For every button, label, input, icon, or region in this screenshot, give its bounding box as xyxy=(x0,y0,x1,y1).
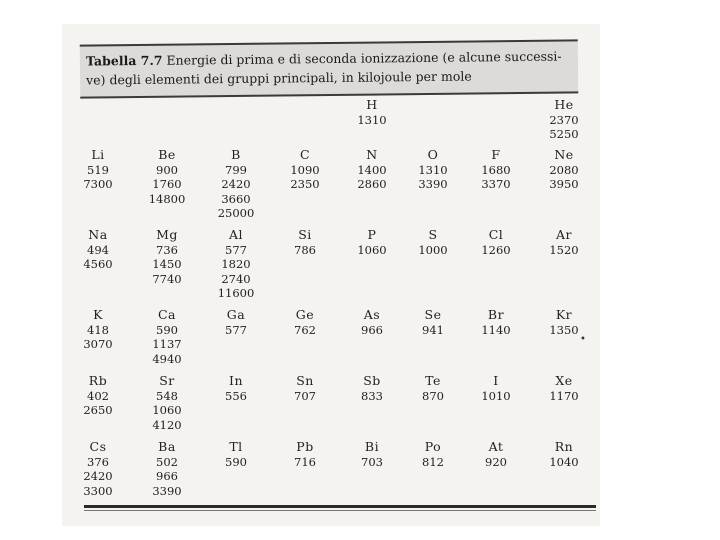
element-symbol: Ne xyxy=(554,147,574,162)
element-symbol: In xyxy=(229,373,243,388)
ionization-energy-value: 1820 xyxy=(221,257,251,271)
ionization-energy-value: 703 xyxy=(361,454,383,469)
element-symbol: Ga xyxy=(226,307,246,322)
ionization-energy-value: 1140 xyxy=(481,322,511,337)
ionization-energy-value: 799 xyxy=(225,162,247,177)
element-symbol: H xyxy=(366,97,378,112)
ionization-energy-value: 376 xyxy=(87,454,109,469)
ionization-energy-value: 3370 xyxy=(481,177,511,191)
ionization-energy-value: 11600 xyxy=(217,286,255,300)
ionization-energy-value: 1010 xyxy=(481,388,511,403)
element-cell-rb xyxy=(68,374,128,418)
element-symbol: Sb xyxy=(363,373,381,388)
ionization-energy-value: 1090 xyxy=(290,162,320,177)
ionization-energy-value: 2080 xyxy=(549,162,579,177)
element-symbol: Ba xyxy=(158,439,176,454)
element-symbol: As xyxy=(363,307,381,322)
element-cell-na xyxy=(68,228,128,272)
element-symbol: Cl xyxy=(488,227,504,242)
element-cell-k xyxy=(68,308,128,352)
element-cell-bi xyxy=(342,440,402,469)
ionization-energy-value: 418 xyxy=(87,322,109,337)
ionization-energy-value: 548 xyxy=(156,388,178,403)
element-cell-sr xyxy=(137,374,197,432)
element-cell-p xyxy=(342,228,402,257)
ionization-energy-value: 1760 xyxy=(152,177,182,191)
ionization-energy-value: 1520 xyxy=(549,242,579,257)
element-cell-ba xyxy=(137,440,197,498)
table-bottom-rule xyxy=(84,505,596,508)
element-cell-se xyxy=(403,308,463,337)
element-symbol: Mg xyxy=(156,227,178,242)
element-symbol: Sr xyxy=(159,373,175,388)
element-symbol: Xe xyxy=(555,373,573,388)
element-cell-s xyxy=(403,228,463,257)
element-cell-cl xyxy=(466,228,526,257)
element-cell-po xyxy=(403,440,463,469)
ionization-energy-value: 4560 xyxy=(83,257,113,271)
ionization-energy-value: 7300 xyxy=(83,177,113,191)
ionization-energy-value: 590 xyxy=(225,454,247,469)
element-symbol: He xyxy=(554,97,574,112)
element-symbol: N xyxy=(366,147,378,162)
ionization-energy-value: 736 xyxy=(156,242,178,257)
element-cell-be xyxy=(137,148,197,206)
ionization-energy-value: 1040 xyxy=(549,454,579,469)
ionization-energy-value: 833 xyxy=(361,388,383,403)
element-cell-kr xyxy=(534,308,594,337)
element-symbol: Ge xyxy=(295,307,315,322)
ionization-energy-value: 900 xyxy=(156,162,178,177)
ionization-energy-value: 1310 xyxy=(418,162,448,177)
element-cell-ga xyxy=(206,308,266,337)
ionization-energy-value: 707 xyxy=(294,388,316,403)
element-symbol: Al xyxy=(228,227,244,242)
element-cell-as xyxy=(342,308,402,337)
element-symbol: B xyxy=(231,147,241,162)
table-caption xyxy=(80,39,579,98)
element-symbol: Tl xyxy=(229,439,243,454)
ionization-energy-value: 2370 xyxy=(549,112,579,127)
element-symbol: Si xyxy=(298,227,312,242)
stray-mark: • xyxy=(580,334,586,345)
ionization-energy-value: 5250 xyxy=(549,127,579,141)
element-symbol: Bi xyxy=(364,439,380,454)
ionization-energy-value: 3950 xyxy=(549,177,579,191)
ionization-energy-value: 786 xyxy=(294,242,316,257)
element-symbol: Te xyxy=(425,373,441,388)
element-symbol: Se xyxy=(424,307,442,322)
ionization-energy-value: 3390 xyxy=(418,177,448,191)
element-cell-br xyxy=(466,308,526,337)
ionization-energy-value: 1680 xyxy=(481,162,511,177)
element-symbol: K xyxy=(93,307,103,322)
ionization-energy-value: 966 xyxy=(156,469,178,483)
element-symbol: C xyxy=(299,147,311,162)
ionization-energy-value: 1137 xyxy=(152,337,182,351)
element-symbol: F xyxy=(491,147,501,162)
element-symbol: Ar xyxy=(555,227,572,242)
ionization-energy-value: 4940 xyxy=(152,351,182,366)
element-symbol: Rb xyxy=(88,373,108,388)
element-cell-ge xyxy=(275,308,335,337)
ionization-energy-value: 1310 xyxy=(357,112,387,127)
element-cell-o xyxy=(403,148,463,192)
ionization-energy-value: 1060 xyxy=(152,403,182,417)
ionization-energy-value: 2650 xyxy=(83,403,113,417)
element-symbol: O xyxy=(427,147,439,162)
element-cell-li xyxy=(68,148,128,192)
element-symbol: Rn xyxy=(554,439,574,454)
ionization-energy-value: 7740 xyxy=(152,271,182,286)
element-cell-he xyxy=(534,98,594,142)
ionization-energy-value: 577 xyxy=(225,322,247,337)
element-cell-in xyxy=(206,374,266,403)
ionization-energy-value: 1170 xyxy=(549,388,579,403)
element-symbol: Po xyxy=(424,439,442,454)
ionization-energy-value: 3660 xyxy=(221,191,251,206)
element-cell-rn xyxy=(534,440,594,469)
ionization-energy-value: 1000 xyxy=(418,242,448,257)
ionization-energy-value: 502 xyxy=(156,454,178,469)
element-symbol: I xyxy=(493,373,499,388)
element-symbol: Sn xyxy=(296,373,314,388)
table-bottom-rule-thin xyxy=(84,510,596,511)
element-cell-at xyxy=(466,440,526,469)
element-symbol: P xyxy=(367,227,377,242)
ionization-energy-value: 2860 xyxy=(357,177,387,191)
ionization-energy-value: 4120 xyxy=(152,417,182,432)
ionization-energy-value: 941 xyxy=(422,322,444,337)
element-symbol: Pb xyxy=(296,439,314,454)
ionization-energy-value: 3070 xyxy=(83,337,113,351)
ionization-energy-value: 556 xyxy=(225,388,247,403)
ionization-energy-value: 812 xyxy=(422,454,444,469)
element-cell-f xyxy=(466,148,526,192)
ionization-energy-value: 920 xyxy=(485,454,507,469)
ionization-energy-value: 25000 xyxy=(217,206,255,220)
element-cell-cs xyxy=(68,440,128,498)
element-cell-tl xyxy=(206,440,266,469)
element-cell-c xyxy=(275,148,335,192)
ionization-energy-value: 870 xyxy=(422,388,444,403)
element-symbol: Li xyxy=(91,147,105,162)
element-cell-n xyxy=(342,148,402,192)
ionization-energy-value: 402 xyxy=(87,388,109,403)
element-cell-sb xyxy=(342,374,402,403)
element-symbol: Cs xyxy=(89,439,107,454)
element-symbol: Be xyxy=(158,147,176,162)
element-cell-ne xyxy=(534,148,594,192)
caption-line-2: ve) degli elementi dei gruppi principali, in kilojoule per mole xyxy=(86,68,472,88)
ionization-energy-value: 494 xyxy=(87,242,109,257)
element-symbol: At xyxy=(488,439,504,454)
element-cell-h xyxy=(342,98,402,127)
element-cell-b xyxy=(206,148,266,221)
ionization-energy-value: 3300 xyxy=(83,483,113,498)
element-cell-ar xyxy=(534,228,594,257)
element-symbol: Kr xyxy=(555,307,573,322)
ionization-energy-value: 577 xyxy=(225,242,247,257)
element-cell-si xyxy=(275,228,335,257)
element-cell-mg xyxy=(137,228,197,286)
element-cell-sn xyxy=(275,374,335,403)
ionization-energy-value: 2420 xyxy=(221,177,251,191)
element-cell-ca xyxy=(137,308,197,366)
ionization-energy-value: 1400 xyxy=(357,162,387,177)
element-cell-pb xyxy=(275,440,335,469)
ionization-energy-value: 1260 xyxy=(481,242,511,257)
ionization-energy-value: 966 xyxy=(361,322,383,337)
element-cell-te xyxy=(403,374,463,403)
element-symbol: Ca xyxy=(157,307,177,322)
ionization-energy-value: 2740 xyxy=(221,271,251,286)
element-symbol: Na xyxy=(88,227,108,242)
caption-text-1: Energie di prima e di seconda ionizzazione (e alcune successi- xyxy=(166,48,562,68)
element-symbol: S xyxy=(428,227,438,242)
ionization-energy-value: 2420 xyxy=(83,469,113,483)
element-cell-xe xyxy=(534,374,594,403)
ionization-energy-value: 590 xyxy=(156,322,178,337)
ionization-energy-value: 3390 xyxy=(152,483,182,498)
ionization-energy-value: 1450 xyxy=(152,257,182,271)
element-symbol: Br xyxy=(487,307,505,322)
ionization-energy-value: 519 xyxy=(87,162,109,177)
ionization-energy-value: 762 xyxy=(294,322,316,337)
ionization-energy-value: 14800 xyxy=(148,191,186,206)
ionization-energy-value: 2350 xyxy=(290,177,320,191)
table-number: Tabella 7.7 xyxy=(85,52,163,69)
ionization-energy-value: 1060 xyxy=(357,242,387,257)
element-cell-i xyxy=(466,374,526,403)
ionization-energy-value: 716 xyxy=(294,454,316,469)
element-cell-al xyxy=(206,228,266,301)
ionization-energy-value: 1350 xyxy=(549,322,579,337)
